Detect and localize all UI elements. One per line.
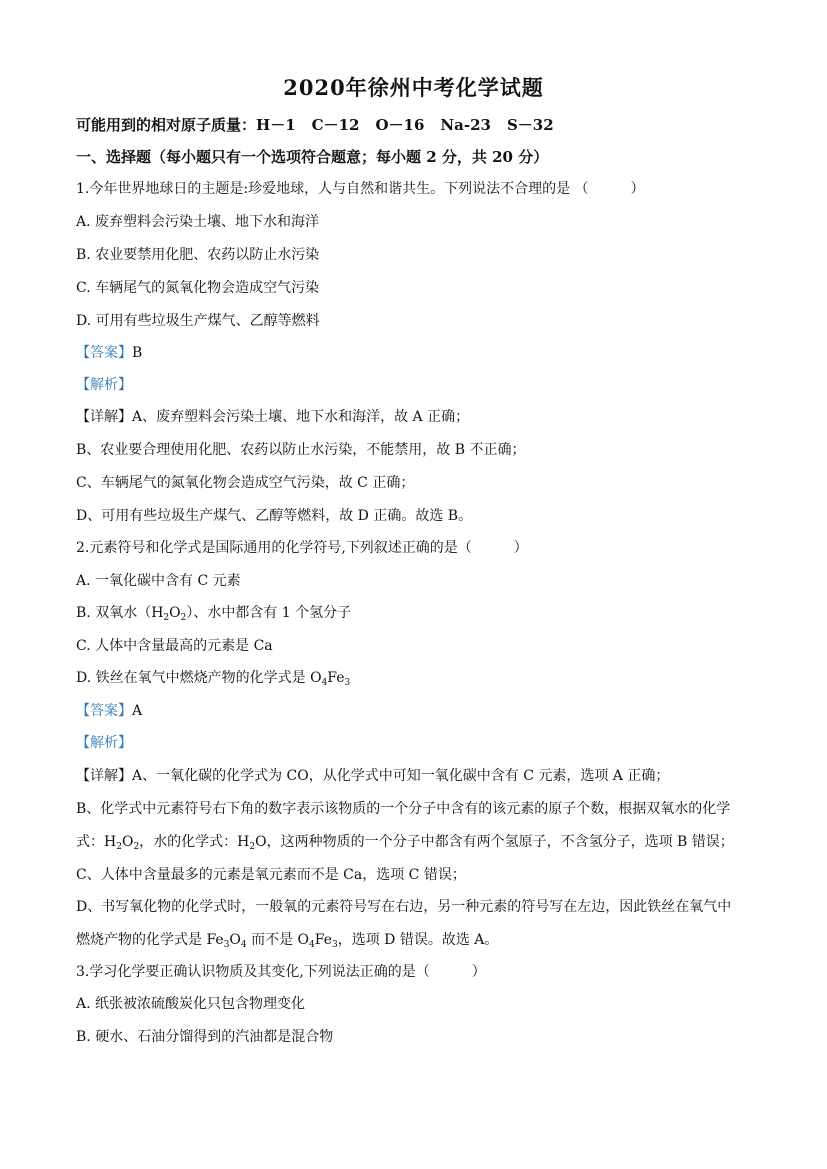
q2-e6-post: ，选项 D 错误。故选 A。 xyxy=(337,932,499,948)
q1-option-d: D. 可用有些垃圾生产煤气、乙醇等燃料 xyxy=(76,313,320,329)
q2-detail-1 xyxy=(76,767,756,785)
q1-analysis-tag: 【解析】 xyxy=(76,377,132,393)
mass-s: S－32 xyxy=(506,116,554,134)
q2-option-a: A. 一氧化碳中含有 C 元素 xyxy=(76,573,241,589)
q2-d-mid: Fe xyxy=(327,670,345,686)
q2-answer-value: A xyxy=(132,703,143,719)
q2-e3-s2: 2 xyxy=(133,842,140,852)
q2-e6-m3: Fe xyxy=(314,932,332,948)
q1-option-a: A. 废弃塑料会污染土壤、地下水和海洋 xyxy=(76,214,320,230)
q1-answer-value: B xyxy=(132,345,143,361)
mass-na: Na-23 xyxy=(440,116,491,134)
q2-analysis-tag: 【解析】 xyxy=(76,735,132,751)
q3-option-b: B. 硬水、石油分馏得到的汽油都是混合物 xyxy=(76,1029,334,1045)
q2-option-b xyxy=(76,604,756,622)
q2-b-pre: B. 双氧水（H xyxy=(76,605,164,621)
q2-e3-pre: 式：H xyxy=(76,834,117,850)
q2-detail-5: D、书写氧化物的化学式时，一般氧的元素符号写在右边，另一种元素的符号写在左边，因此铁丝在氧气中 xyxy=(76,899,732,915)
q1-detail-1 xyxy=(76,408,756,426)
q2-option-d xyxy=(76,669,756,687)
q2-detail-6 xyxy=(76,931,756,949)
q2-detail-3 xyxy=(76,833,756,851)
q1-detail-4: D、可用有些垃圾生产煤气、乙醇等燃料，故 D 正确。故选 B。 xyxy=(76,508,473,524)
q2-d-pre: D. 铁丝在氧气中燃烧产物的化学式是 O xyxy=(76,670,322,686)
q2-detail-1-text: A、一氧化碳的化学式为 CO，从化学式中可知一氧化碳中含有 C 元素，选项 A 正确； xyxy=(132,768,670,784)
atomic-masses xyxy=(76,116,756,134)
q2-e6-s2: 4 xyxy=(240,940,247,950)
q2-b-sub1: 2 xyxy=(163,613,170,623)
q2-e3-s1: 2 xyxy=(116,842,122,852)
q2-detail-2: B、化学式中元素符号右下角的数字表示该物质的一个分子中含有的该元素的原子个数，根据双氧水的化学 xyxy=(76,801,731,817)
q1-detail-1-text: A、废弃塑料会污染土壤、地下水和海洋，故 A 正确； xyxy=(132,409,470,425)
q2-b-sub2: 2 xyxy=(180,613,187,623)
q2-d-sub1: 4 xyxy=(321,678,328,688)
answer-tag: 【答案】 xyxy=(76,345,132,361)
q2-e6-s3: 4 xyxy=(309,940,315,950)
q2-e6-pre: 燃烧产物的化学式是 Fe xyxy=(76,932,224,948)
q2-b-mid: O xyxy=(169,605,181,621)
detail-tag: 【详解】 xyxy=(76,768,132,784)
q3-option-a: A. 纸张被浓硫酸炭化只包含物理变化 xyxy=(76,996,306,1012)
mass-o: O－16 xyxy=(375,116,425,134)
mass-h: H－1 xyxy=(256,116,296,134)
q1-option-b: B. 农业要禁用化肥、农药以防止水污染 xyxy=(76,247,320,263)
q2-e3-post: O，这两种物质的一个分子中都含有两个氢原子，不含氢分子，选项 B 错误； xyxy=(255,834,734,850)
q1-answer xyxy=(76,344,756,362)
q3-stem: 3.学习化学要正确认识物质及其变化,下列说法正确的是（ ） xyxy=(76,964,486,980)
q1-option-c: C. 车辆尾气的氮氧化物会造成空气污染 xyxy=(76,280,320,296)
q2-e3-m1: O xyxy=(121,834,134,850)
q2-e6-m2: 而不是 O xyxy=(246,932,310,948)
q2-d-sub2: 3 xyxy=(344,678,351,688)
q2-answer xyxy=(76,702,756,720)
mass-c: C－12 xyxy=(311,116,360,134)
q2-option-c: C. 人体中含量最高的元素是 Ca xyxy=(76,638,273,654)
detail-tag: 【详解】 xyxy=(76,409,132,425)
q2-stem: 2.元素符号和化学式是国际通用的化学符号,下列叙述正确的是（ ） xyxy=(76,540,528,556)
q1-stem: 1.今年世界地球日的主题是:珍爱地球，人与自然和谐共生。下列说法不合理的是 （ ） xyxy=(76,181,645,197)
q1-detail-3: C、车辆尾气的氮氧化物会造成空气污染，故 C 正确； xyxy=(76,475,415,491)
q2-e3-m2: ，水的化学式：H xyxy=(139,834,250,850)
q2-b-post: ）、水中都含有 1 个氢分子 xyxy=(186,605,352,621)
q2-e6-s1: 3 xyxy=(223,940,230,950)
section-heading: 一、选择题（每小题只有一个选项符合题意；每小题 2 分，共 20 分） xyxy=(76,148,549,166)
page-title: 2020年徐州中考化学试题 xyxy=(283,75,544,100)
q2-detail-4: C、人体中含量最多的元素是氧元素而不是 Ca，选项 C 错误； xyxy=(76,867,466,883)
q1-detail-2: B、农业要合理使用化肥、农药以防止水污染，不能禁用，故 B 不正确； xyxy=(76,442,526,458)
q2-e3-s3: 2 xyxy=(249,842,256,852)
answer-tag: 【答案】 xyxy=(76,703,132,719)
q2-e6-s4: 3 xyxy=(332,940,338,950)
atomic-masses-label: 可能用到的相对原子质量： xyxy=(76,116,257,134)
q2-e6-m1: O xyxy=(229,932,241,948)
